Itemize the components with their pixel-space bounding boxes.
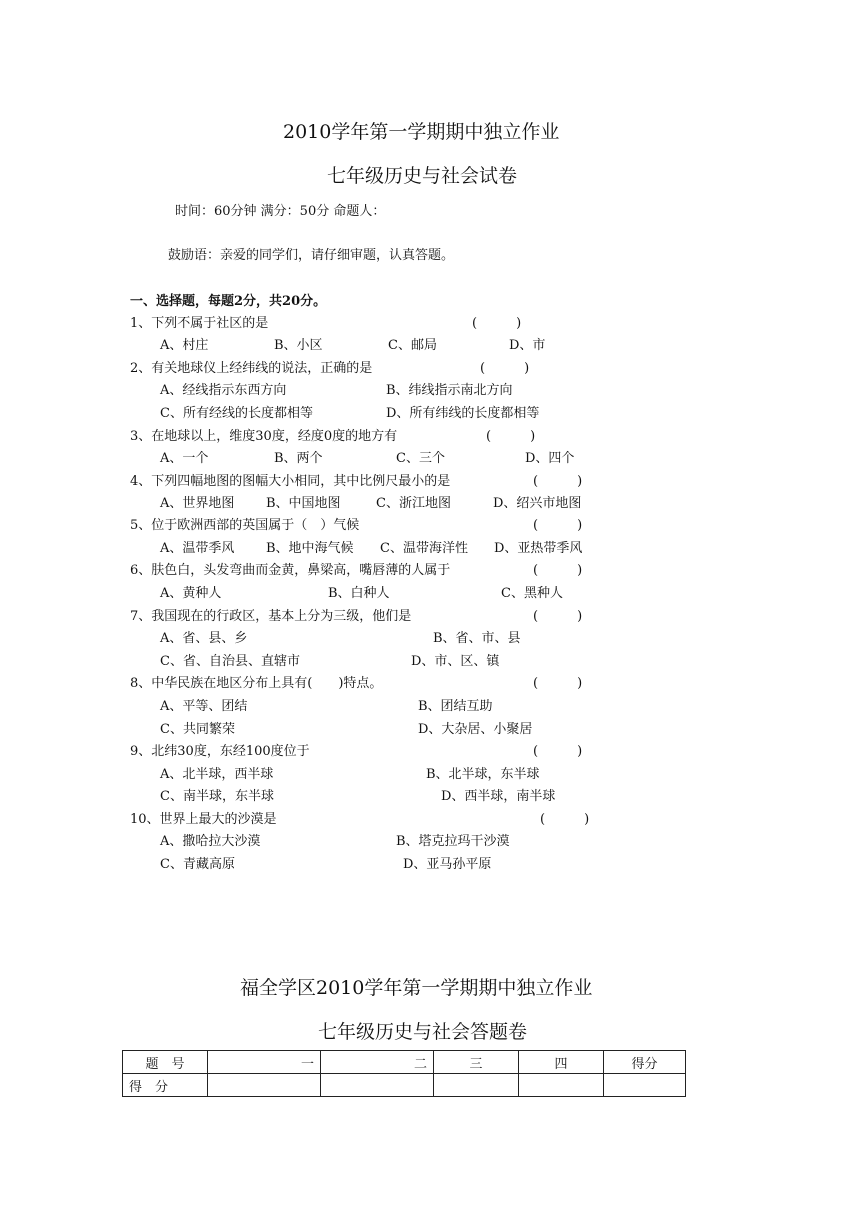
option-b: B、两个: [274, 451, 323, 466]
question-stem: 3、在地球以上，维度30度，经度0度的地方有: [130, 429, 398, 444]
header-cell-part-3: 三: [434, 1051, 519, 1074]
option-c: C、黑种人: [501, 586, 563, 601]
answer-sheet-title: 福全学区2010学年第一学期期中独立作业: [240, 977, 593, 999]
answer-paren: ( ): [533, 609, 583, 624]
answer-sheet-subtitle: 七年级历史与社会答题卷: [318, 1021, 528, 1043]
answer-paren: ( ): [533, 563, 583, 578]
option-d: D、亚马孙平原: [403, 857, 492, 872]
question-stem: 9、北纬30度，东经100度位于: [130, 744, 310, 759]
option-c: C、浙江地图: [376, 496, 451, 511]
answer-paren: ( ): [533, 474, 583, 489]
question-stem: 8、中华民族在地区分布上具有( )特点。: [130, 676, 383, 691]
score-cell-part-1[interactable]: [208, 1074, 321, 1097]
answer-paren: ( ): [540, 812, 590, 827]
score-table-score-row: [123, 1074, 686, 1097]
option-d: D、所有纬线的长度都相等: [386, 406, 540, 421]
question-stem: 1、下列不属于社区的是: [130, 316, 269, 331]
option-a: A、一个: [160, 451, 209, 466]
option-b: B、地中海气候: [266, 541, 354, 556]
option-b: B、纬线指示南北方向: [386, 383, 513, 398]
option-c: C、南半球，东半球: [160, 789, 274, 804]
answer-paren: ( ): [533, 518, 583, 533]
header-cell-part-1: 一: [208, 1051, 321, 1074]
option-a: A、村庄: [160, 338, 209, 353]
header-cell-part-2: 二: [321, 1051, 434, 1074]
option-b: B、省、市、县: [433, 631, 521, 646]
question-stem: 10、世界上最大的沙漠是: [130, 812, 277, 827]
option-d: D、绍兴市地图: [493, 496, 582, 511]
encouragement-text: 鼓励语：亲爱的同学们，请仔细审题，认真答题。: [168, 248, 455, 263]
option-c: C、青藏高原: [160, 857, 235, 872]
option-b: B、白种人: [328, 586, 390, 601]
score-cell-part-2[interactable]: [321, 1074, 434, 1097]
header-cell-question-number: 题 号: [123, 1051, 208, 1074]
question-stem: 2、有关地球仪上经纬线的说法，正确的是: [130, 361, 373, 376]
option-a: A、温带季风: [160, 541, 235, 556]
score-cell-part-3[interactable]: [434, 1074, 519, 1097]
option-b: B、塔克拉玛干沙漠: [396, 834, 510, 849]
option-d: D、市: [509, 338, 546, 353]
option-b: B、北半球，东半球: [426, 767, 540, 782]
answer-paren: ( ): [533, 744, 583, 759]
option-a: A、黄种人: [160, 586, 222, 601]
question-stem: 7、我国现在的行政区，基本上分为三级，他们是: [130, 609, 412, 624]
option-d: D、西半球，南半球: [441, 789, 556, 804]
score-table: [122, 1050, 686, 1097]
exam-meta: 时间：60分钟 满分：50分 命题人：: [175, 204, 386, 219]
score-cell-total[interactable]: [604, 1074, 686, 1097]
option-d: D、市、区、镇: [411, 654, 500, 669]
score-table-header-row: [123, 1051, 686, 1074]
option-d: D、大杂居、小聚居: [418, 722, 533, 737]
option-c: C、共同繁荣: [160, 722, 235, 737]
option-a: A、省、县、乡: [160, 631, 248, 646]
answer-paren: ( ): [486, 429, 536, 444]
option-c: C、所有经线的长度都相等: [160, 406, 313, 421]
header-cell-part-4: 四: [519, 1051, 604, 1074]
score-cell-part-4[interactable]: [519, 1074, 604, 1097]
question-stem: 4、下列四幅地图的图幅大小相同，其中比例尺最小的是: [130, 474, 451, 489]
section-heading: 一、选择题，每题2分，共20分。: [130, 294, 327, 309]
option-a: A、撒哈拉大沙漠: [160, 834, 261, 849]
score-row-label: 得 分: [123, 1074, 208, 1097]
option-c: C、邮局: [388, 338, 437, 353]
option-a: A、经线指示东西方向: [160, 383, 287, 398]
answer-paren: ( ): [472, 316, 522, 331]
option-d: D、四个: [525, 451, 575, 466]
option-c: C、温带海洋性: [380, 541, 468, 556]
answer-paren: ( ): [480, 361, 530, 376]
question-stem: 6、肤色白，头发弯曲而金黄，鼻梁高，嘴唇薄的人属于: [130, 563, 451, 578]
option-b: B、小区: [274, 338, 323, 353]
option-c: C、三个: [396, 451, 445, 466]
option-b: B、团结互助: [418, 699, 493, 714]
exam-subtitle: 七年级历史与社会试卷: [327, 165, 518, 187]
option-a: A、北半球，西半球: [160, 767, 274, 782]
exam-title: 2010学年第一学期期中独立作业: [283, 121, 560, 143]
question-stem: 5、位于欧洲西部的英国属于（ ）气候: [130, 518, 360, 533]
option-a: A、平等、团结: [160, 699, 248, 714]
answer-paren: ( ): [533, 676, 583, 691]
option-d: D、亚热带季风: [494, 541, 583, 556]
header-cell-total: 得分: [604, 1051, 686, 1074]
option-c: C、省、自治县、直辖市: [160, 654, 300, 669]
option-a: A、世界地图: [160, 496, 235, 511]
option-b: B、中国地图: [266, 496, 341, 511]
